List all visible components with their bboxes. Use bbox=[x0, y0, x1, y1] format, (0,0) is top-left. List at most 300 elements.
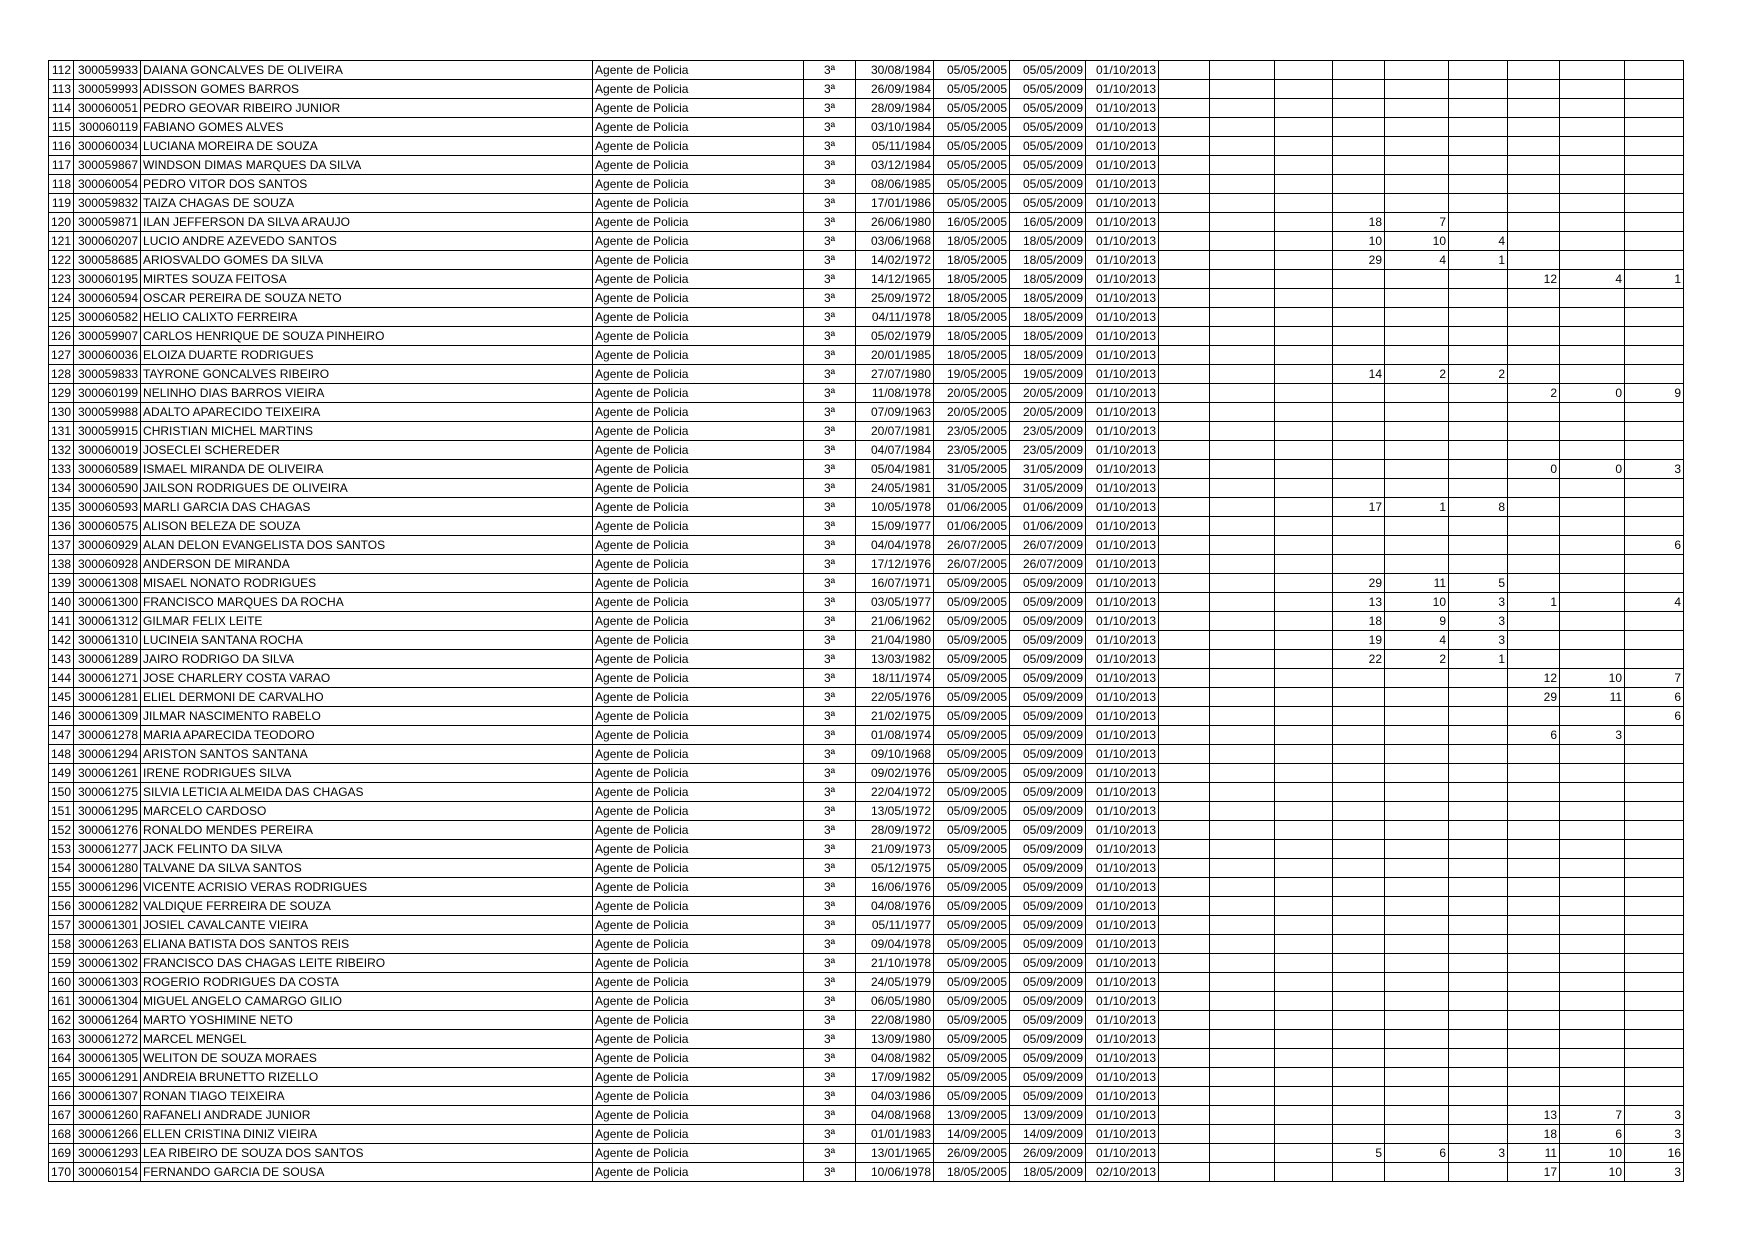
extra-col-1-cell bbox=[1159, 175, 1210, 194]
row-number-cell: 149 bbox=[49, 764, 74, 783]
period2-years-cell bbox=[1625, 137, 1684, 156]
job-title-cell: Agente de Policia bbox=[593, 802, 804, 821]
period2-days-cell bbox=[1508, 99, 1560, 118]
reference-date-cell: 01/10/2013 bbox=[1086, 289, 1159, 308]
class-level-cell: 3ª bbox=[804, 593, 856, 612]
period1-days-cell: 5 bbox=[1333, 1144, 1385, 1163]
period1-days-cell bbox=[1333, 80, 1385, 99]
probation-end-date-cell: 01/06/2009 bbox=[1010, 498, 1086, 517]
job-title-cell: Agente de Policia bbox=[593, 1068, 804, 1087]
period1-months-cell bbox=[1385, 1163, 1449, 1182]
period1-years-cell bbox=[1449, 1049, 1508, 1068]
table-body bbox=[49, 61, 1684, 1182]
extra-col-1-cell bbox=[1159, 707, 1210, 726]
period2-years-cell bbox=[1625, 441, 1684, 460]
probation-end-date-cell: 26/09/2009 bbox=[1010, 1144, 1086, 1163]
period1-years-cell: 1 bbox=[1449, 650, 1508, 669]
admission-date-cell: 01/06/2005 bbox=[934, 517, 1010, 536]
extra-col-2-cell bbox=[1210, 403, 1275, 422]
reference-date-cell: 01/10/2013 bbox=[1086, 631, 1159, 650]
registration-number-cell: 300061307 bbox=[74, 1087, 141, 1106]
employee-name-cell: FRANCISCO DAS CHAGAS LEITE RIBEIRO bbox=[141, 954, 593, 973]
table-row bbox=[49, 536, 1684, 555]
row-number-cell: 138 bbox=[49, 555, 74, 574]
admission-date-cell: 18/05/2005 bbox=[934, 1163, 1010, 1182]
period2-months-cell bbox=[1560, 593, 1625, 612]
period2-months-cell bbox=[1560, 61, 1625, 80]
period2-months-cell: 6 bbox=[1560, 1125, 1625, 1144]
employee-name-cell: MISAEL NONATO RODRIGUES bbox=[141, 574, 593, 593]
period2-years-cell bbox=[1625, 365, 1684, 384]
extra-col-1-cell bbox=[1159, 1049, 1210, 1068]
class-level-cell: 3ª bbox=[804, 403, 856, 422]
period2-years-cell: 1 bbox=[1625, 270, 1684, 289]
period2-years-cell: 9 bbox=[1625, 384, 1684, 403]
registration-number-cell: 300061294 bbox=[74, 745, 141, 764]
job-title-cell: Agente de Policia bbox=[593, 631, 804, 650]
table-row bbox=[49, 973, 1684, 992]
job-title-cell: Agente de Policia bbox=[593, 935, 804, 954]
birth-date-cell: 09/04/1978 bbox=[856, 935, 934, 954]
extra-col-3-cell bbox=[1275, 137, 1333, 156]
extra-col-1-cell bbox=[1159, 726, 1210, 745]
employee-name-cell: OSCAR PEREIRA DE SOUZA NETO bbox=[141, 289, 593, 308]
period1-months-cell bbox=[1385, 1125, 1449, 1144]
job-title-cell: Agente de Policia bbox=[593, 1049, 804, 1068]
class-level-cell: 3ª bbox=[804, 1068, 856, 1087]
period2-years-cell: 3 bbox=[1625, 460, 1684, 479]
period1-days-cell bbox=[1333, 536, 1385, 555]
period1-months-cell bbox=[1385, 137, 1449, 156]
period2-years-cell bbox=[1625, 232, 1684, 251]
period1-months-cell bbox=[1385, 384, 1449, 403]
period2-months-cell bbox=[1560, 574, 1625, 593]
reference-date-cell: 01/10/2013 bbox=[1086, 1087, 1159, 1106]
table-row bbox=[49, 498, 1684, 517]
extra-col-3-cell bbox=[1275, 118, 1333, 137]
extra-col-1-cell bbox=[1159, 441, 1210, 460]
job-title-cell: Agente de Policia bbox=[593, 726, 804, 745]
probation-end-date-cell: 05/09/2009 bbox=[1010, 840, 1086, 859]
class-level-cell: 3ª bbox=[804, 289, 856, 308]
birth-date-cell: 11/08/1978 bbox=[856, 384, 934, 403]
period1-years-cell bbox=[1449, 821, 1508, 840]
birth-date-cell: 05/11/1984 bbox=[856, 137, 934, 156]
extra-col-1-cell bbox=[1159, 118, 1210, 137]
extra-col-3-cell bbox=[1275, 669, 1333, 688]
birth-date-cell: 20/01/1985 bbox=[856, 346, 934, 365]
row-number-cell: 154 bbox=[49, 859, 74, 878]
period1-months-cell bbox=[1385, 1106, 1449, 1125]
table-row bbox=[49, 707, 1684, 726]
registration-number-cell: 300061276 bbox=[74, 821, 141, 840]
row-number-cell: 136 bbox=[49, 517, 74, 536]
period2-days-cell bbox=[1508, 859, 1560, 878]
extra-col-2-cell bbox=[1210, 726, 1275, 745]
extra-col-2-cell bbox=[1210, 631, 1275, 650]
period1-months-cell bbox=[1385, 536, 1449, 555]
reference-date-cell: 01/10/2013 bbox=[1086, 745, 1159, 764]
period1-days-cell bbox=[1333, 403, 1385, 422]
period1-months-cell bbox=[1385, 80, 1449, 99]
period1-days-cell bbox=[1333, 745, 1385, 764]
extra-col-1-cell bbox=[1159, 1030, 1210, 1049]
period2-months-cell bbox=[1560, 840, 1625, 859]
extra-col-1-cell bbox=[1159, 783, 1210, 802]
probation-end-date-cell: 05/05/2009 bbox=[1010, 99, 1086, 118]
extra-col-1-cell bbox=[1159, 821, 1210, 840]
employee-name-cell: DAIANA GONCALVES DE OLIVEIRA bbox=[141, 61, 593, 80]
class-level-cell: 3ª bbox=[804, 80, 856, 99]
admission-date-cell: 05/09/2005 bbox=[934, 935, 1010, 954]
birth-date-cell: 22/08/1980 bbox=[856, 1011, 934, 1030]
class-level-cell: 3ª bbox=[804, 61, 856, 80]
period2-years-cell: 6 bbox=[1625, 536, 1684, 555]
period1-months-cell bbox=[1385, 840, 1449, 859]
period1-days-cell bbox=[1333, 137, 1385, 156]
registration-number-cell: 300060928 bbox=[74, 555, 141, 574]
extra-col-3-cell bbox=[1275, 1144, 1333, 1163]
registration-number-cell: 300061261 bbox=[74, 764, 141, 783]
admission-date-cell: 05/09/2005 bbox=[934, 840, 1010, 859]
registration-number-cell: 300061296 bbox=[74, 878, 141, 897]
extra-col-1-cell bbox=[1159, 213, 1210, 232]
registration-number-cell: 300059988 bbox=[74, 403, 141, 422]
period2-years-cell bbox=[1625, 479, 1684, 498]
reference-date-cell: 01/10/2013 bbox=[1086, 156, 1159, 175]
table-row bbox=[49, 878, 1684, 897]
reference-date-cell: 02/10/2013 bbox=[1086, 1163, 1159, 1182]
extra-col-3-cell bbox=[1275, 821, 1333, 840]
period2-months-cell bbox=[1560, 365, 1625, 384]
job-title-cell: Agente de Policia bbox=[593, 612, 804, 631]
period2-years-cell bbox=[1625, 403, 1684, 422]
extra-col-2-cell bbox=[1210, 1106, 1275, 1125]
extra-col-3-cell bbox=[1275, 479, 1333, 498]
extra-col-3-cell bbox=[1275, 745, 1333, 764]
registration-number-cell: 300060929 bbox=[74, 536, 141, 555]
extra-col-1-cell bbox=[1159, 460, 1210, 479]
table-row bbox=[49, 935, 1684, 954]
row-number-cell: 115 bbox=[49, 118, 74, 137]
probation-end-date-cell: 05/09/2009 bbox=[1010, 764, 1086, 783]
period2-days-cell bbox=[1508, 175, 1560, 194]
table-row bbox=[49, 897, 1684, 916]
extra-col-3-cell bbox=[1275, 308, 1333, 327]
reference-date-cell: 01/10/2013 bbox=[1086, 175, 1159, 194]
probation-end-date-cell: 26/07/2009 bbox=[1010, 536, 1086, 555]
period1-months-cell bbox=[1385, 669, 1449, 688]
period1-years-cell bbox=[1449, 175, 1508, 194]
extra-col-1-cell bbox=[1159, 859, 1210, 878]
birth-date-cell: 13/01/1965 bbox=[856, 1144, 934, 1163]
extra-col-2-cell bbox=[1210, 536, 1275, 555]
extra-col-1-cell bbox=[1159, 232, 1210, 251]
birth-date-cell: 07/09/1963 bbox=[856, 403, 934, 422]
period2-days-cell bbox=[1508, 194, 1560, 213]
period1-months-cell: 4 bbox=[1385, 251, 1449, 270]
reference-date-cell: 01/10/2013 bbox=[1086, 1068, 1159, 1087]
class-level-cell: 3ª bbox=[804, 270, 856, 289]
admission-date-cell: 05/09/2005 bbox=[934, 992, 1010, 1011]
employee-name-cell: PEDRO VITOR DOS SANTOS bbox=[141, 175, 593, 194]
period2-days-cell bbox=[1508, 574, 1560, 593]
admission-date-cell: 05/09/2005 bbox=[934, 688, 1010, 707]
class-level-cell: 3ª bbox=[804, 251, 856, 270]
registration-number-cell: 300059833 bbox=[74, 365, 141, 384]
period2-days-cell: 1 bbox=[1508, 593, 1560, 612]
registration-number-cell: 300061272 bbox=[74, 1030, 141, 1049]
admission-date-cell: 31/05/2005 bbox=[934, 479, 1010, 498]
extra-col-2-cell bbox=[1210, 802, 1275, 821]
extra-col-3-cell bbox=[1275, 555, 1333, 574]
employee-name-cell: VICENTE ACRISIO VERAS RODRIGUES bbox=[141, 878, 593, 897]
period2-years-cell bbox=[1625, 821, 1684, 840]
period1-months-cell: 2 bbox=[1385, 365, 1449, 384]
reference-date-cell: 01/10/2013 bbox=[1086, 99, 1159, 118]
table-row bbox=[49, 574, 1684, 593]
reference-date-cell: 01/10/2013 bbox=[1086, 251, 1159, 270]
extra-col-1-cell bbox=[1159, 270, 1210, 289]
reference-date-cell: 01/10/2013 bbox=[1086, 1144, 1159, 1163]
birth-date-cell: 01/08/1974 bbox=[856, 726, 934, 745]
period2-months-cell bbox=[1560, 859, 1625, 878]
table-row bbox=[49, 1068, 1684, 1087]
admission-date-cell: 18/05/2005 bbox=[934, 270, 1010, 289]
period2-years-cell bbox=[1625, 61, 1684, 80]
period1-days-cell: 29 bbox=[1333, 574, 1385, 593]
employee-name-cell: CARLOS HENRIQUE DE SOUZA PINHEIRO bbox=[141, 327, 593, 346]
probation-end-date-cell: 05/09/2009 bbox=[1010, 669, 1086, 688]
job-title-cell: Agente de Policia bbox=[593, 897, 804, 916]
job-title-cell: Agente de Policia bbox=[593, 859, 804, 878]
period1-years-cell: 3 bbox=[1449, 1144, 1508, 1163]
employee-name-cell: FABIANO GOMES ALVES bbox=[141, 118, 593, 137]
period2-days-cell bbox=[1508, 137, 1560, 156]
probation-end-date-cell: 14/09/2009 bbox=[1010, 1125, 1086, 1144]
reference-date-cell: 01/10/2013 bbox=[1086, 346, 1159, 365]
employee-name-cell: MARCEL MENGEL bbox=[141, 1030, 593, 1049]
class-level-cell: 3ª bbox=[804, 1049, 856, 1068]
extra-col-2-cell bbox=[1210, 707, 1275, 726]
table-row bbox=[49, 1106, 1684, 1125]
probation-end-date-cell: 31/05/2009 bbox=[1010, 479, 1086, 498]
reference-date-cell: 01/10/2013 bbox=[1086, 80, 1159, 99]
period2-months-cell bbox=[1560, 878, 1625, 897]
class-level-cell: 3ª bbox=[804, 631, 856, 650]
period2-days-cell bbox=[1508, 213, 1560, 232]
admission-date-cell: 05/09/2005 bbox=[934, 954, 1010, 973]
period1-years-cell bbox=[1449, 1125, 1508, 1144]
birth-date-cell: 05/04/1981 bbox=[856, 460, 934, 479]
period2-years-cell bbox=[1625, 1030, 1684, 1049]
period2-months-cell bbox=[1560, 175, 1625, 194]
period2-months-cell: 4 bbox=[1560, 270, 1625, 289]
period2-days-cell bbox=[1508, 612, 1560, 631]
period1-days-cell: 18 bbox=[1333, 612, 1385, 631]
employee-name-cell: FERNANDO GARCIA DE SOUSA bbox=[141, 1163, 593, 1182]
period1-months-cell bbox=[1385, 441, 1449, 460]
probation-end-date-cell: 05/09/2009 bbox=[1010, 688, 1086, 707]
reference-date-cell: 01/10/2013 bbox=[1086, 479, 1159, 498]
job-title-cell: Agente de Policia bbox=[593, 707, 804, 726]
table-row bbox=[49, 726, 1684, 745]
job-title-cell: Agente de Policia bbox=[593, 251, 804, 270]
extra-col-2-cell bbox=[1210, 612, 1275, 631]
employee-name-cell: JOSE CHARLERY COSTA VARAO bbox=[141, 669, 593, 688]
extra-col-3-cell bbox=[1275, 270, 1333, 289]
period1-months-cell bbox=[1385, 954, 1449, 973]
employee-name-cell: ELLEN CRISTINA DINIZ VIEIRA bbox=[141, 1125, 593, 1144]
period2-years-cell bbox=[1625, 327, 1684, 346]
period2-days-cell bbox=[1508, 935, 1560, 954]
admission-date-cell: 05/09/2005 bbox=[934, 726, 1010, 745]
reference-date-cell: 01/10/2013 bbox=[1086, 992, 1159, 1011]
period2-days-cell bbox=[1508, 1011, 1560, 1030]
period1-days-cell bbox=[1333, 859, 1385, 878]
period1-months-cell bbox=[1385, 517, 1449, 536]
table-row bbox=[49, 1087, 1684, 1106]
period1-days-cell bbox=[1333, 479, 1385, 498]
period2-months-cell bbox=[1560, 1030, 1625, 1049]
probation-end-date-cell: 23/05/2009 bbox=[1010, 441, 1086, 460]
class-level-cell: 3ª bbox=[804, 1106, 856, 1125]
employee-name-cell: JACK FELINTO DA SILVA bbox=[141, 840, 593, 859]
extra-col-1-cell bbox=[1159, 99, 1210, 118]
table-row bbox=[49, 479, 1684, 498]
extra-col-1-cell bbox=[1159, 156, 1210, 175]
probation-end-date-cell: 18/05/2009 bbox=[1010, 232, 1086, 251]
reference-date-cell: 01/10/2013 bbox=[1086, 422, 1159, 441]
class-level-cell: 3ª bbox=[804, 346, 856, 365]
period2-months-cell: 0 bbox=[1560, 384, 1625, 403]
period2-days-cell bbox=[1508, 232, 1560, 251]
job-title-cell: Agente de Policia bbox=[593, 555, 804, 574]
class-level-cell: 3ª bbox=[804, 669, 856, 688]
class-level-cell: 3ª bbox=[804, 517, 856, 536]
period2-days-cell bbox=[1508, 118, 1560, 137]
birth-date-cell: 21/10/1978 bbox=[856, 954, 934, 973]
admission-date-cell: 05/09/2005 bbox=[934, 897, 1010, 916]
extra-col-2-cell bbox=[1210, 688, 1275, 707]
registration-number-cell: 300059832 bbox=[74, 194, 141, 213]
class-level-cell: 3ª bbox=[804, 954, 856, 973]
period2-months-cell bbox=[1560, 650, 1625, 669]
employee-name-cell: PEDRO GEOVAR RIBEIRO JUNIOR bbox=[141, 99, 593, 118]
extra-col-2-cell bbox=[1210, 992, 1275, 1011]
period2-days-cell bbox=[1508, 650, 1560, 669]
row-number-cell: 167 bbox=[49, 1106, 74, 1125]
period2-months-cell bbox=[1560, 403, 1625, 422]
employee-name-cell: LUCIANA MOREIRA DE SOUZA bbox=[141, 137, 593, 156]
row-number-cell: 125 bbox=[49, 308, 74, 327]
period2-months-cell bbox=[1560, 555, 1625, 574]
job-title-cell: Agente de Policia bbox=[593, 1011, 804, 1030]
row-number-cell: 159 bbox=[49, 954, 74, 973]
admission-date-cell: 05/09/2005 bbox=[934, 1049, 1010, 1068]
registration-number-cell: 300061295 bbox=[74, 802, 141, 821]
registration-number-cell: 300060589 bbox=[74, 460, 141, 479]
period2-months-cell bbox=[1560, 194, 1625, 213]
probation-end-date-cell: 13/09/2009 bbox=[1010, 1106, 1086, 1125]
row-number-cell: 116 bbox=[49, 137, 74, 156]
class-level-cell: 3ª bbox=[804, 1144, 856, 1163]
probation-end-date-cell: 05/09/2009 bbox=[1010, 783, 1086, 802]
job-title-cell: Agente de Policia bbox=[593, 954, 804, 973]
table-row bbox=[49, 783, 1684, 802]
period1-months-cell bbox=[1385, 1068, 1449, 1087]
admission-date-cell: 05/05/2005 bbox=[934, 61, 1010, 80]
period2-years-cell: 7 bbox=[1625, 669, 1684, 688]
extra-col-2-cell bbox=[1210, 1087, 1275, 1106]
period2-days-cell bbox=[1508, 156, 1560, 175]
extra-col-2-cell bbox=[1210, 593, 1275, 612]
registration-number-cell: 300061264 bbox=[74, 1011, 141, 1030]
job-title-cell: Agente de Policia bbox=[593, 764, 804, 783]
period2-months-cell bbox=[1560, 973, 1625, 992]
employee-name-cell: ROGERIO RODRIGUES DA COSTA bbox=[141, 973, 593, 992]
registration-number-cell: 300059871 bbox=[74, 213, 141, 232]
extra-col-2-cell bbox=[1210, 574, 1275, 593]
period2-years-cell bbox=[1625, 878, 1684, 897]
class-level-cell: 3ª bbox=[804, 479, 856, 498]
registration-number-cell: 300058685 bbox=[74, 251, 141, 270]
job-title-cell: Agente de Policia bbox=[593, 973, 804, 992]
period1-months-cell bbox=[1385, 308, 1449, 327]
period2-days-cell bbox=[1508, 441, 1560, 460]
class-level-cell: 3ª bbox=[804, 650, 856, 669]
extra-col-1-cell bbox=[1159, 593, 1210, 612]
period1-months-cell bbox=[1385, 821, 1449, 840]
period1-years-cell bbox=[1449, 289, 1508, 308]
class-level-cell: 3ª bbox=[804, 878, 856, 897]
job-title-cell: Agente de Policia bbox=[593, 194, 804, 213]
extra-col-3-cell bbox=[1275, 498, 1333, 517]
period1-years-cell bbox=[1449, 840, 1508, 859]
probation-end-date-cell: 05/09/2009 bbox=[1010, 745, 1086, 764]
admission-date-cell: 19/05/2005 bbox=[934, 365, 1010, 384]
period1-days-cell bbox=[1333, 688, 1385, 707]
employee-name-cell: WELITON DE SOUZA MORAES bbox=[141, 1049, 593, 1068]
table-row bbox=[49, 213, 1684, 232]
registration-number-cell: 300060575 bbox=[74, 517, 141, 536]
period1-years-cell bbox=[1449, 1068, 1508, 1087]
extra-col-3-cell bbox=[1275, 194, 1333, 213]
extra-col-2-cell bbox=[1210, 384, 1275, 403]
period2-days-cell: 2 bbox=[1508, 384, 1560, 403]
period1-years-cell bbox=[1449, 859, 1508, 878]
extra-col-1-cell bbox=[1159, 308, 1210, 327]
period1-days-cell: 18 bbox=[1333, 213, 1385, 232]
table-row bbox=[49, 992, 1684, 1011]
period2-months-cell bbox=[1560, 783, 1625, 802]
extra-col-3-cell bbox=[1275, 422, 1333, 441]
registration-number-cell: 300060594 bbox=[74, 289, 141, 308]
period1-days-cell bbox=[1333, 802, 1385, 821]
reference-date-cell: 01/10/2013 bbox=[1086, 897, 1159, 916]
birth-date-cell: 21/02/1975 bbox=[856, 707, 934, 726]
period2-days-cell bbox=[1508, 536, 1560, 555]
period1-days-cell bbox=[1333, 1011, 1385, 1030]
reference-date-cell: 01/10/2013 bbox=[1086, 973, 1159, 992]
job-title-cell: Agente de Policia bbox=[593, 593, 804, 612]
extra-col-1-cell bbox=[1159, 802, 1210, 821]
period1-days-cell bbox=[1333, 840, 1385, 859]
admission-date-cell: 05/09/2005 bbox=[934, 631, 1010, 650]
admission-date-cell: 05/09/2005 bbox=[934, 1011, 1010, 1030]
extra-col-2-cell bbox=[1210, 99, 1275, 118]
row-number-cell: 161 bbox=[49, 992, 74, 1011]
